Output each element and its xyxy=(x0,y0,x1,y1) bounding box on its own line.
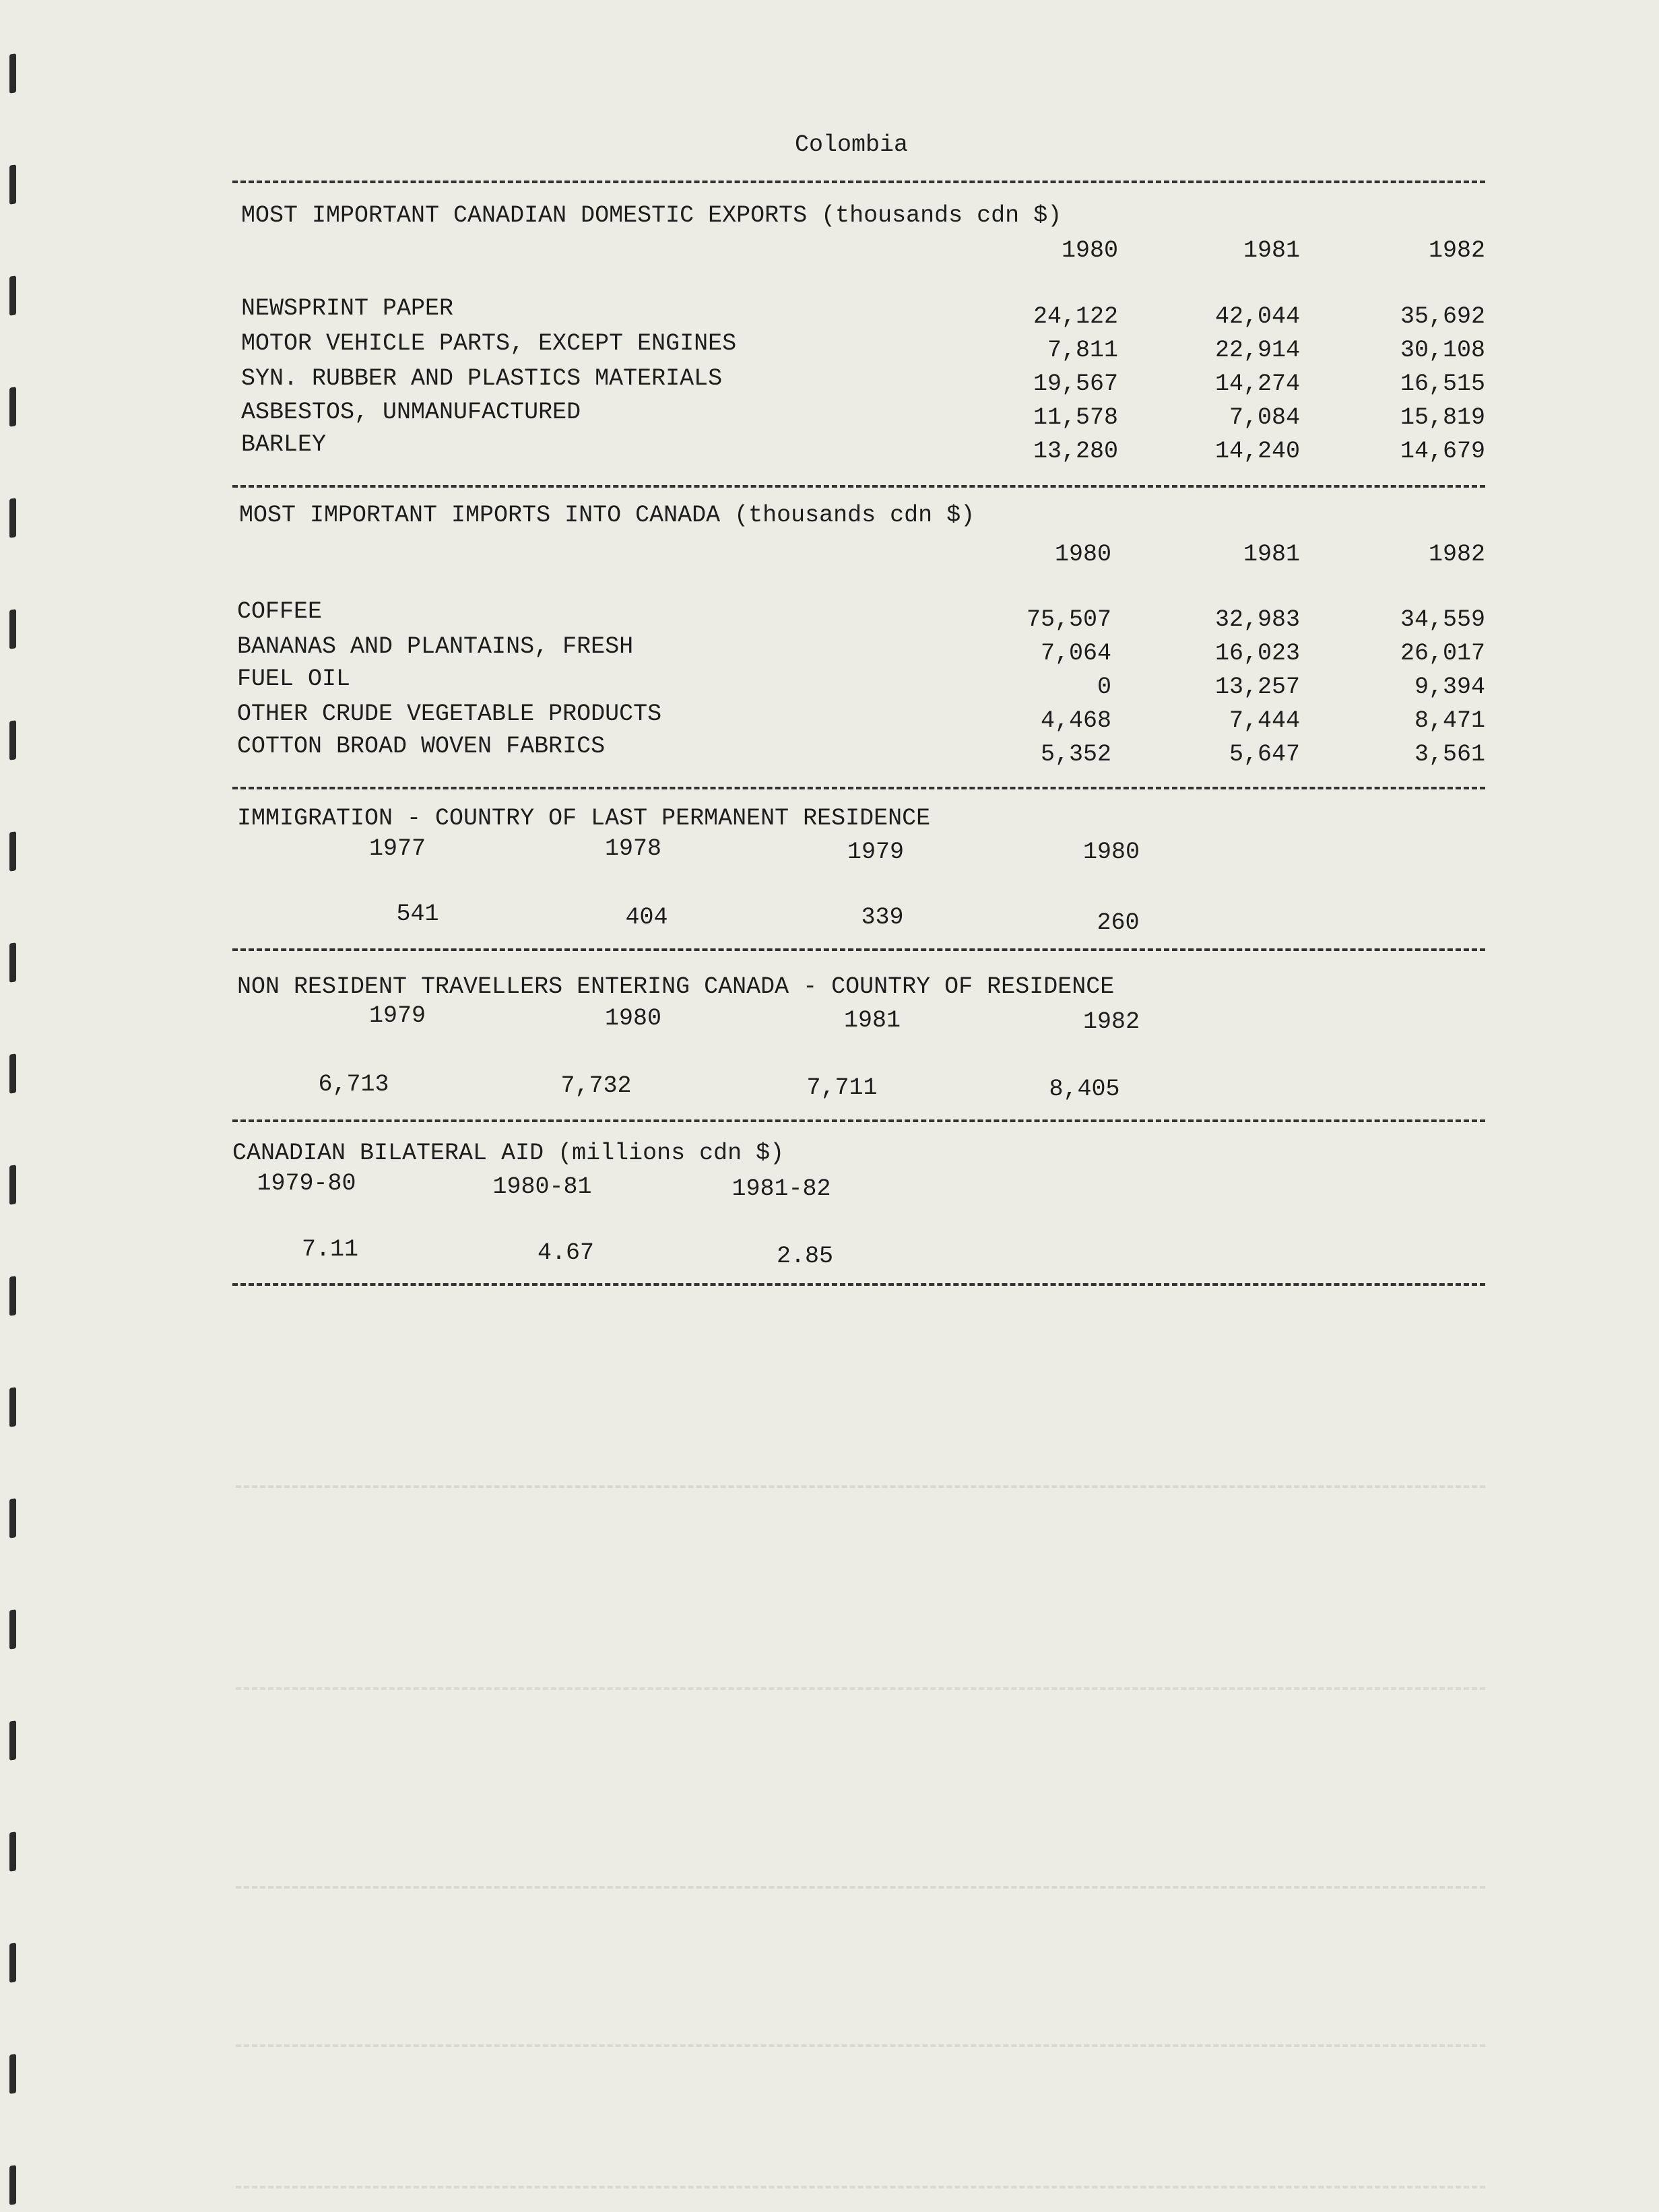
travellers-year: 1979 xyxy=(368,1002,426,1029)
aid-heading: CANADIAN BILATERAL AID (millions cdn $) xyxy=(232,1140,785,1167)
imports-row-label: COFFEE xyxy=(237,598,323,625)
aid-year: 1979-80 xyxy=(257,1170,356,1197)
imports-row-value: 7,444 xyxy=(1229,707,1300,734)
exports-row-value: 13,280 xyxy=(1033,438,1118,465)
divider xyxy=(232,948,1485,951)
travellers-value: 8,405 xyxy=(1049,1076,1120,1103)
imports-row-label: BANANAS AND PLANTAINS, FRESH xyxy=(237,633,634,660)
imports-row-value: 13,257 xyxy=(1214,674,1300,701)
exports-year: 1980 xyxy=(1061,237,1118,264)
exports-row-label: BARLEY xyxy=(241,431,327,458)
exports-row-label: ASBESTOS, UNMANUFACTURED xyxy=(241,399,581,426)
imports-year: 1981 xyxy=(1243,541,1300,568)
imports-row-value: 32,983 xyxy=(1214,606,1300,633)
imports-row-value: 5,647 xyxy=(1229,741,1300,768)
exports-row-value: 16,515 xyxy=(1400,370,1485,397)
exports-row-value: 30,108 xyxy=(1400,337,1485,364)
exports-row-value: 22,914 xyxy=(1214,337,1300,364)
exports-row-value: 19,567 xyxy=(1033,370,1118,397)
immigration-value: 541 xyxy=(396,901,439,928)
aid-value: 2.85 xyxy=(776,1243,833,1270)
page-title: Colombia xyxy=(795,131,909,158)
imports-row-value: 9,394 xyxy=(1414,674,1485,701)
exports-row-value: 15,819 xyxy=(1400,404,1485,431)
exports-row-label: NEWSPRINT PAPER xyxy=(241,295,454,322)
travellers-year: 1981 xyxy=(843,1007,901,1034)
divider xyxy=(232,181,1485,183)
travellers-year: 1982 xyxy=(1082,1008,1140,1035)
immigration-year: 1979 xyxy=(847,839,904,866)
aid-value: 7.11 xyxy=(301,1236,358,1263)
exports-year: 1982 xyxy=(1428,237,1485,264)
travellers-heading: NON RESIDENT TRAVELLERS ENTERING CANADA - COUNTRY OF RESIDENCE xyxy=(237,973,1115,1000)
immigration-year: 1977 xyxy=(368,835,426,862)
divider xyxy=(232,1283,1485,1286)
travellers-value: 7,711 xyxy=(806,1074,878,1101)
exports-row-value: 42,044 xyxy=(1214,303,1300,330)
exports-row-value: 24,122 xyxy=(1033,303,1118,330)
imports-row-value: 3,561 xyxy=(1414,741,1485,768)
imports-row-value: 75,507 xyxy=(1026,606,1111,633)
immigration-value: 260 xyxy=(1097,909,1140,936)
divider xyxy=(232,485,1485,488)
imports-heading: MOST IMPORTANT IMPORTS INTO CANADA (thousands cdn $) xyxy=(239,502,975,529)
exports-heading: MOST IMPORTANT CANADIAN DOMESTIC EXPORTS (thousands cdn $) xyxy=(241,202,1062,229)
imports-row-label: OTHER CRUDE VEGETABLE PRODUCTS xyxy=(237,701,662,727)
immigration-year: 1978 xyxy=(604,835,661,862)
aid-year: 1980-81 xyxy=(492,1173,592,1200)
imports-row-label: FUEL OIL xyxy=(237,665,351,692)
exports-row-value: 14,240 xyxy=(1214,438,1300,465)
exports-year: 1981 xyxy=(1243,237,1300,264)
imports-row-value: 16,023 xyxy=(1214,640,1300,667)
imports-row-label: COTTON BROAD WOVEN FABRICS xyxy=(237,733,606,760)
exports-row-value: 7,811 xyxy=(1047,337,1118,364)
aid-year: 1981-82 xyxy=(731,1175,831,1202)
exports-row-value: 11,578 xyxy=(1033,404,1118,431)
immigration-value: 339 xyxy=(861,904,904,931)
immigration-value: 404 xyxy=(625,904,668,931)
exports-row-label: SYN. RUBBER AND PLASTICS MATERIALS xyxy=(241,365,723,392)
travellers-value: 6,713 xyxy=(318,1071,389,1098)
imports-row-value: 7,064 xyxy=(1040,640,1111,667)
divider xyxy=(232,1119,1485,1122)
immigration-year: 1980 xyxy=(1082,839,1140,866)
imports-row-value: 5,352 xyxy=(1040,741,1111,768)
imports-row-value: 8,471 xyxy=(1414,707,1485,734)
imports-row-value: 34,559 xyxy=(1400,606,1485,633)
exports-row-value: 7,084 xyxy=(1229,404,1300,431)
travellers-year: 1980 xyxy=(604,1005,661,1032)
imports-year: 1982 xyxy=(1428,541,1485,568)
travellers-value: 7,732 xyxy=(560,1072,632,1099)
aid-value: 4.67 xyxy=(537,1239,594,1266)
imports-year: 1980 xyxy=(1054,541,1111,568)
spiral-binding xyxy=(5,0,23,2212)
immigration-heading: IMMIGRATION - COUNTRY OF LAST PERMANENT RESIDENCE xyxy=(237,805,931,832)
imports-row-value: 4,468 xyxy=(1040,707,1111,734)
divider xyxy=(232,787,1485,789)
exports-row-value: 14,274 xyxy=(1214,370,1300,397)
exports-row-label: MOTOR VEHICLE PARTS, EXCEPT ENGINES xyxy=(241,330,737,357)
imports-row-value: 26,017 xyxy=(1400,640,1485,667)
exports-row-value: 35,692 xyxy=(1400,303,1485,330)
imports-row-value: 0 xyxy=(1097,674,1111,701)
exports-row-value: 14,679 xyxy=(1400,438,1485,465)
